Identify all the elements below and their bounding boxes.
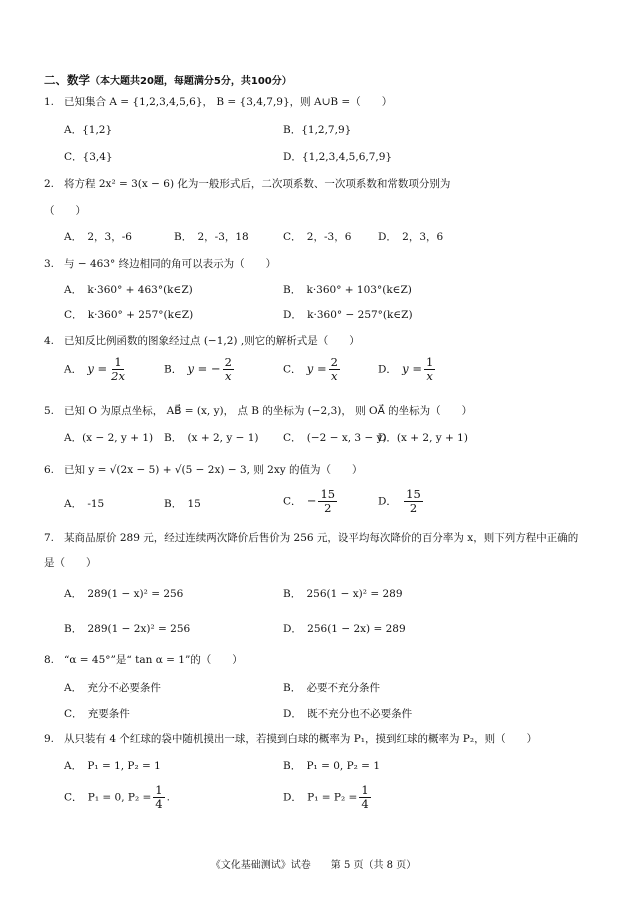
question-number: 3. [44,258,55,270]
denominator: 2 [409,501,418,515]
q4-option-b [164,356,236,383]
q2-option-a: A． 2，3，-6 [64,231,132,243]
q5-option-b: B． (x + 2, y − 1) [164,432,259,444]
question-text: “α = 45°”是“ tan α = 1”的（ ） [64,654,243,666]
q6-option-a: A． -15 [64,498,105,510]
q8-option-b: B． 必要不充分条件 [283,682,380,694]
denominator: x [331,369,338,383]
fraction [109,356,127,383]
q7-option-d: D． 256(1 − 2x) = 289 [283,623,406,635]
q3-option-d: D． k·360° − 257°(k∈Z) [283,309,413,321]
option-math: y = [87,361,108,376]
section-note: （本大题共20题，每题满分5分，共100分） [90,76,292,87]
question-3-stem [44,256,276,272]
denominator: 2 [324,501,332,515]
numerator: 15 [406,487,421,501]
q8-option-c: C． 充要条件 [64,708,130,720]
q2-option-c: C． 2，-3，6 [283,231,352,243]
option-math: − [306,493,317,508]
section-title-text: 二、数学 [44,73,90,87]
q8-option-d: D． 既不充分也不必要条件 [283,708,413,720]
q1-option-b: B．{1,2,7,9} [283,124,352,136]
fraction [329,356,340,383]
question-text: 某商品原价 289 元，经过连续两次降价后售价为 256 元，设平均每次降价的百分率为 x，则下列方程中正确的 [64,532,579,544]
q5-option-c: C． (−2 − x, 3 − y) [283,432,387,444]
question-number: 1. [44,96,55,108]
option-label: D． P₁ = P₂ = [283,791,358,804]
fraction [404,488,423,515]
question-4-stem [44,333,360,349]
question-9-stem [44,731,537,747]
page-footer: 《文化基础测试》试卷 第 5 页（共 8 页） [210,860,417,871]
option-label: B． [164,363,177,376]
q1-option-d: D．{1,2,3,4,5,6,7,9} [283,151,393,163]
question-number: 6. [44,464,55,476]
numerator: 1 [155,783,163,797]
question-5-stem [44,403,472,419]
question-text: 已知 y = √(2x − 5) + √(5 − 2x) − 3, 则 2xy 的值为（ ） [64,464,363,476]
question-text: 将方程 2x² = 3(x − 6) 化为一般形式后，二次项系数、一次项系数和常数项分别为 [64,178,451,190]
question-text: 从只装有 4 个红球的袋中随机摸出一球，若摸到白球的概率为 P₁，摸到红球的概率为 P₂，则（ ） [64,733,538,745]
q2-option-b: B． 2，-3，18 [174,231,249,243]
q7-option-c: B． 289(1 − 2x)² = 256 [64,623,191,635]
q9-option-b: B． P₁ = 0, P₂ = 1 [283,760,380,772]
denominator: x [426,369,433,383]
question-text: 与 − 463° 终边相同的角可以表示为（ ） [64,258,277,270]
fraction [424,356,435,383]
option-math: y = [306,361,327,376]
question-2-stem [44,176,450,192]
question-number: 5. [44,405,55,417]
option-label: C． [283,363,297,376]
section-title [44,72,292,88]
question-number: 8. [44,654,55,666]
q8-option-a: A． 充分不必要条件 [64,682,161,694]
option-math: y = − [187,361,221,376]
option-label: D． [378,495,403,508]
option-label: C． [283,495,307,508]
question-6-stem [44,462,363,478]
numerator: 1 [425,355,434,369]
question-text: 已知集合 A = {1,2,3,4,5,6}， B = {3,4,7,9}，则 A∪B =（ ） [64,96,393,108]
q5-option-d: D．(x + 2, y + 1) [378,432,468,444]
q1-option-a: A．{1,2} [64,124,113,136]
option-label: A． [64,363,77,376]
numerator: 15 [320,487,336,501]
denominator: 4 [155,797,163,811]
denominator: x [224,369,232,383]
question-number: 7. [44,532,55,544]
question-text: 已知反比例函数的图象经过点 (−1,2) ,则它的解析式是（ ） [64,335,360,347]
question-text: 已知 O 为原点坐标， AB⃗ = (x, y)， 点 B 的坐标为 (−2,3)， 则 OA⃗ 的坐标为（ ） [64,405,473,417]
numerator: 2 [224,355,232,369]
fraction [223,356,234,383]
question-8-stem [44,652,243,668]
q1-option-c: C．{3,4} [64,151,113,163]
question-1-stem [44,94,392,110]
q7-option-a: A． 289(1 − x)² = 256 [64,588,184,600]
denominator: 4 [361,797,369,811]
question-2-stem-continued: （ ） [44,205,86,217]
question-7-stem-continued: 是（ ） [44,557,97,569]
q7-option-b: B． 256(1 − x)² = 289 [283,588,403,600]
option-math: y = [402,361,422,376]
q2-option-d: D． 2，3，6 [378,231,444,243]
q4-option-d [378,356,437,383]
q9-option-a: A． P₁ = 1, P₂ = 1 [64,760,161,772]
question-number: 2. [44,178,55,190]
option-label: D． [378,363,392,376]
q6-option-b: B． 15 [164,498,201,510]
q9-option-d [283,784,373,811]
q4-option-c [283,356,342,383]
option-suffix: . [166,791,170,804]
question-7-stem [44,530,578,546]
question-number: 4. [44,335,55,347]
q3-option-a: A． k·360° + 463°(k∈Z) [64,284,193,296]
q3-option-b: B． k·360° + 103°(k∈Z) [283,284,412,296]
fraction [359,784,370,811]
numerator: 1 [361,783,369,797]
numerator: 2 [330,355,338,369]
fraction [318,488,337,515]
numerator: 1 [114,355,122,369]
q9-option-c [64,784,170,811]
q5-option-a: A．(x − 2, y + 1) [64,432,154,444]
option-label: C． P₁ = 0, P₂ = [64,791,152,804]
q6-option-c [283,488,339,515]
fraction [153,784,164,811]
denominator: 2x [111,369,125,383]
q6-option-d [378,488,425,515]
q4-option-a [64,356,129,383]
q3-option-c: C． k·360° + 257°(k∈Z) [64,309,194,321]
question-number: 9. [44,733,55,745]
